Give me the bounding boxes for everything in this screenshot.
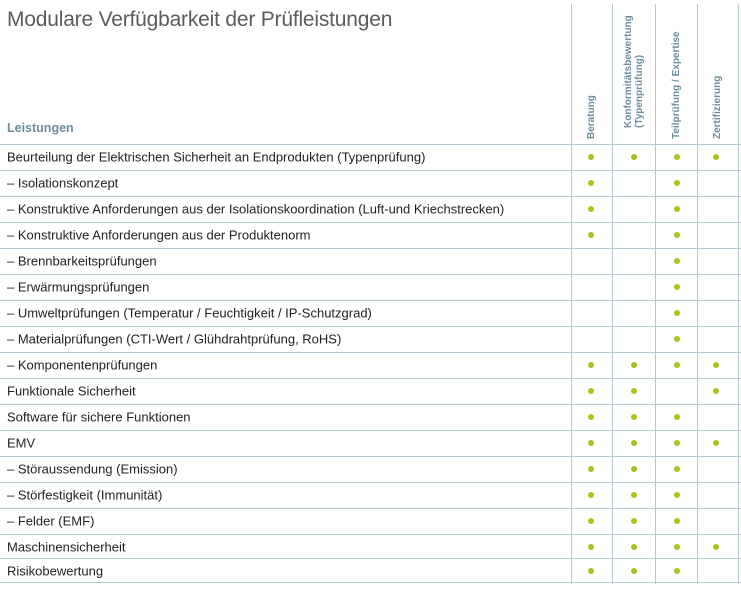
leistungen-column-header: Leistungen [7,121,74,135]
row-label: Maschinensicherheit [7,539,126,555]
availability-dot [631,362,637,368]
row-divider [0,430,741,431]
availability-dot [588,232,594,238]
availability-dot [631,440,637,446]
row-label: – Störaussendung (Emission) [7,461,178,477]
column-header-text [671,31,682,139]
availability-dot [674,492,680,498]
column-header [612,4,655,144]
table-row [0,558,741,584]
availability-dot [631,544,637,550]
row-divider [0,508,741,509]
availability-dot [631,154,637,160]
row-label: Funktionale Sicherheit [7,383,136,399]
table-row [0,482,741,508]
availability-dot [713,388,719,394]
row-label: – Komponentenprüfungen [7,357,158,373]
availability-dot [588,518,594,524]
row-divider [0,326,741,327]
table-row [0,248,741,274]
table-row [0,404,741,430]
availability-dot [631,388,637,394]
row-divider [0,352,741,353]
row-label: – Konstruktive Anforderungen aus der Produktenorm [7,227,311,243]
row-label: – Erwärmungsprüfungen [7,279,150,295]
row-divider [0,196,741,197]
row-label: Software für sichere Funktionen [7,409,191,425]
row-divider [0,558,741,559]
page-title: Modulare Verfügbarkeit der Prüfleistungen [7,8,393,31]
availability-dot [674,206,680,212]
row-divider [0,582,741,583]
row-label: Beurteilung der Elektrischen Sicherheit an Endprodukten (Typenprüfung) [7,149,426,165]
row-divider [0,248,741,249]
column-header [655,4,697,144]
availability-dot [674,258,680,264]
availability-dot [674,154,680,160]
table-row [0,326,741,352]
row-label: – Isolationskonzept [7,175,119,191]
availability-dot [713,362,719,368]
availability-dot [588,362,594,368]
table-row [0,352,741,378]
table-row [0,456,741,482]
column-header [697,4,738,144]
availability-dot [588,568,594,574]
availability-dot [631,518,637,524]
availability-dot [674,414,680,420]
row-label: – Störfestigkeit (Immunität) [7,487,163,503]
column-header-line: Beratung [586,95,597,139]
row-label: – Materialprüfungen (CTI-Wert / Glühdrahtprüfung, RoHS) [7,331,342,347]
table-row [0,378,741,404]
row-divider [0,300,741,301]
availability-dot [713,154,719,160]
availability-dot [674,544,680,550]
availability-dot [631,568,637,574]
row-divider [0,170,741,171]
availability-dot [674,180,680,186]
availability-dot [588,492,594,498]
table-row [0,196,741,222]
table-row [0,534,741,560]
availability-dot [713,440,719,446]
table-row [0,274,741,300]
row-divider [0,482,741,483]
row-divider [0,274,741,275]
availability-dot [674,362,680,368]
availability-dot [674,310,680,316]
row-divider [0,404,741,405]
availability-dot [674,336,680,342]
availability-dot [588,466,594,472]
availability-dot [674,568,680,574]
column-header-text [623,15,645,128]
table-row [0,144,741,170]
column-header-text [586,95,597,139]
column-header [571,4,612,144]
availability-dot [588,206,594,212]
row-label: – Brennbarkeitsprüfungen [7,253,157,269]
availability-dot [674,518,680,524]
availability-dot [674,440,680,446]
availability-dot [588,388,594,394]
row-label: Risikobewertung [7,563,104,579]
availability-dot [674,232,680,238]
row-divider [0,378,741,379]
table-row [0,170,741,196]
column-header-line: Konformitätsbewertung [622,15,634,128]
availability-dot [588,440,594,446]
availability-dot [588,180,594,186]
column-header-text [712,76,723,139]
table-row [0,300,741,326]
availability-dot [713,544,719,550]
availability-dot [631,492,637,498]
column-header-line: Teilprüfung / Expertise [670,31,682,139]
row-divider [0,222,741,223]
row-label: EMV [7,435,36,451]
availability-dot [631,466,637,472]
row-divider [0,534,741,535]
availability-dot [674,284,680,290]
row-label: – Konstruktive Anforderungen aus der Isolationskoordination (Luft-und Kriechstrecken) [7,201,505,217]
column-header-line: Zertifizierung [712,75,723,139]
table-row [0,222,741,248]
availability-dot [588,414,594,420]
availability-dot [631,414,637,420]
availability-dot [588,154,594,160]
table-row [0,430,741,456]
row-divider [0,456,741,457]
column-header-line: (Typenprüfung) [633,54,645,128]
row-label: – Felder (EMF) [7,513,95,529]
row-divider [0,144,741,145]
availability-dot [674,466,680,472]
availability-dot [588,544,594,550]
row-label: – Umweltprüfungen (Temperatur / Feuchtigkeit / IP-Schutzgrad) [7,305,372,321]
table-row [0,508,741,534]
